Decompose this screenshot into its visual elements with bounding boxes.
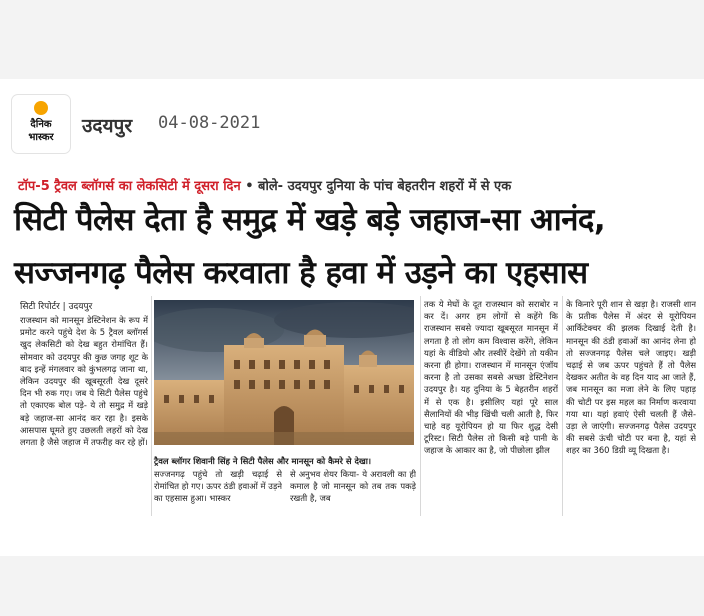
column-divider — [562, 296, 563, 516]
kicker-subtext: • बोले- उदयपुर दुनिया के पांच बेहतरीन शहरों में से एक — [240, 179, 512, 194]
logo-line-2: भास्कर — [28, 132, 54, 143]
article-column-1: राजस्थान को मानसून डेस्टिनेशन के रूप में प्रमोट करने पहुंचे देश के 5 ट्रैवल ब्लॉगर्स खुद लेकसिटी को देख बहुत रोमांचित हैं। सोमवार को उदयपुर की कुछ जगह शूट के बाद इन्हें मंगलवार को कुंभलगढ़ जाना था, लेकिन उदयपुर की खूबसूरती देख दूसरे दिन भी रुक गए। जब ये सिटी पैलेस पहुंचे तो एकाएक बोल पड़े- ये तो समुद्र में खड़े बड़े जहाज-सा आनंद कर रहा है। इसके आसपास घूमते हुए उछलती लहरों को देख लगता है जैसे जहाज में तफरीह कर रहे हों। — [20, 315, 148, 448]
article-column-2: सज्जनगढ़ पहुंचे तो खड़ी चढ़ाई से रोमांचित हो गए। ऊपर ठंडी हवाओं में उड़ने का एहसास हुआ। भास्कर — [154, 469, 282, 504]
column-divider — [151, 296, 152, 516]
article-column-3: से अनुभव शेयर किया- ये अरावली का ही कमाल है जो मानसून को तब तक पकड़े रखती है, जब — [290, 469, 416, 504]
byline: सिटी रिपोर्टर | उदयपुर — [20, 302, 93, 312]
headline-line-2: सज्जनगढ़ पैलेस करवाता है हवा में उड़ने का एहसास — [14, 255, 588, 291]
sun-icon — [34, 101, 48, 115]
article-column-5: के किनारे पूरी शान से खड़ा है। राजसी शान के प्रतीक पैलेस में अंदर से यूरोपियन आर्किटेक्चर की झलक दिखाई देती है। मानसून की ठंडी हवाओं का आनंद लेना हो तो सज्जनगढ़ पैलेस चले जाइए। खड़ी चढ़ाई से जब ऊपर पहुंचते हैं तो पैलेस देखकर अतीत के वह दिन याद आ जाते हैं, जब मानसून का मजा लेने के लिए पहाड़ की चोटी पर इस महल का निर्माण करवाया गया था। यहां हवाएं ऐसी चलती हैं जैसे- उड़ा ले जाएंगी। सज्जनगढ़ पैलेस उदयपुर की सबसे ऊंची चोटी पर बना है, यहां से शहर का 360 डिग्री व्यू दिखता है। — [566, 299, 696, 456]
headline-line-1: सिटी पैलेस देता है समुद्र में खड़े बड़े जहाज-सा आनंद, — [14, 202, 606, 238]
edition-city: उदयपुर — [82, 115, 133, 137]
dainik-bhaskar-logo — [12, 95, 70, 153]
column-divider — [420, 296, 421, 516]
kicker-highlight: टॉप-5 ट्रैवल ब्लॉगर्स का लेकसिटी में दूसरा दिन — [18, 179, 241, 194]
photo-caption: ट्रैवल ब्लॉगर शिवानी सिंह ने सिटी पैलेस और मानसून को कैमरे से देखा। — [154, 456, 372, 466]
edition-date: 04-08-2021 — [158, 113, 261, 133]
article-column-4: तक ये मेघों के दूत राजस्थान को सराबोर न कर दें। अगर हम लोगों से कहेंगे कि राजस्थान सबसे ज्यादा खूबसूरत मानसून में लगता है तो लोग कम विश्वास करेंगे, लेकिन यहां के वीडियो और तस्वीरें देखेंगे तो यकीन करना ही होगा। राजस्थान में मानसून एंजॉय करना है तो उसका सबसे अच्छा डेस्टिनेशन उदयपुर है। यह दुनिया के 5 बेहतरीन शहरों में से एक है। इसीलिए यहां पूरे साल सैलानियों की भीड़ खिंची चली आती है, फिर चाहे वह यूरोपियन हो या फिर शुद्ध देसी टूरिस्ट। सिटी पैलेस तो किसी बड़े पानी के जहाज के आकार का है, जो पीछोला झील — [424, 299, 558, 456]
kicker-line — [18, 176, 698, 194]
logo-line-1: दैनिक — [30, 119, 52, 130]
city-palace-photo — [154, 300, 414, 445]
